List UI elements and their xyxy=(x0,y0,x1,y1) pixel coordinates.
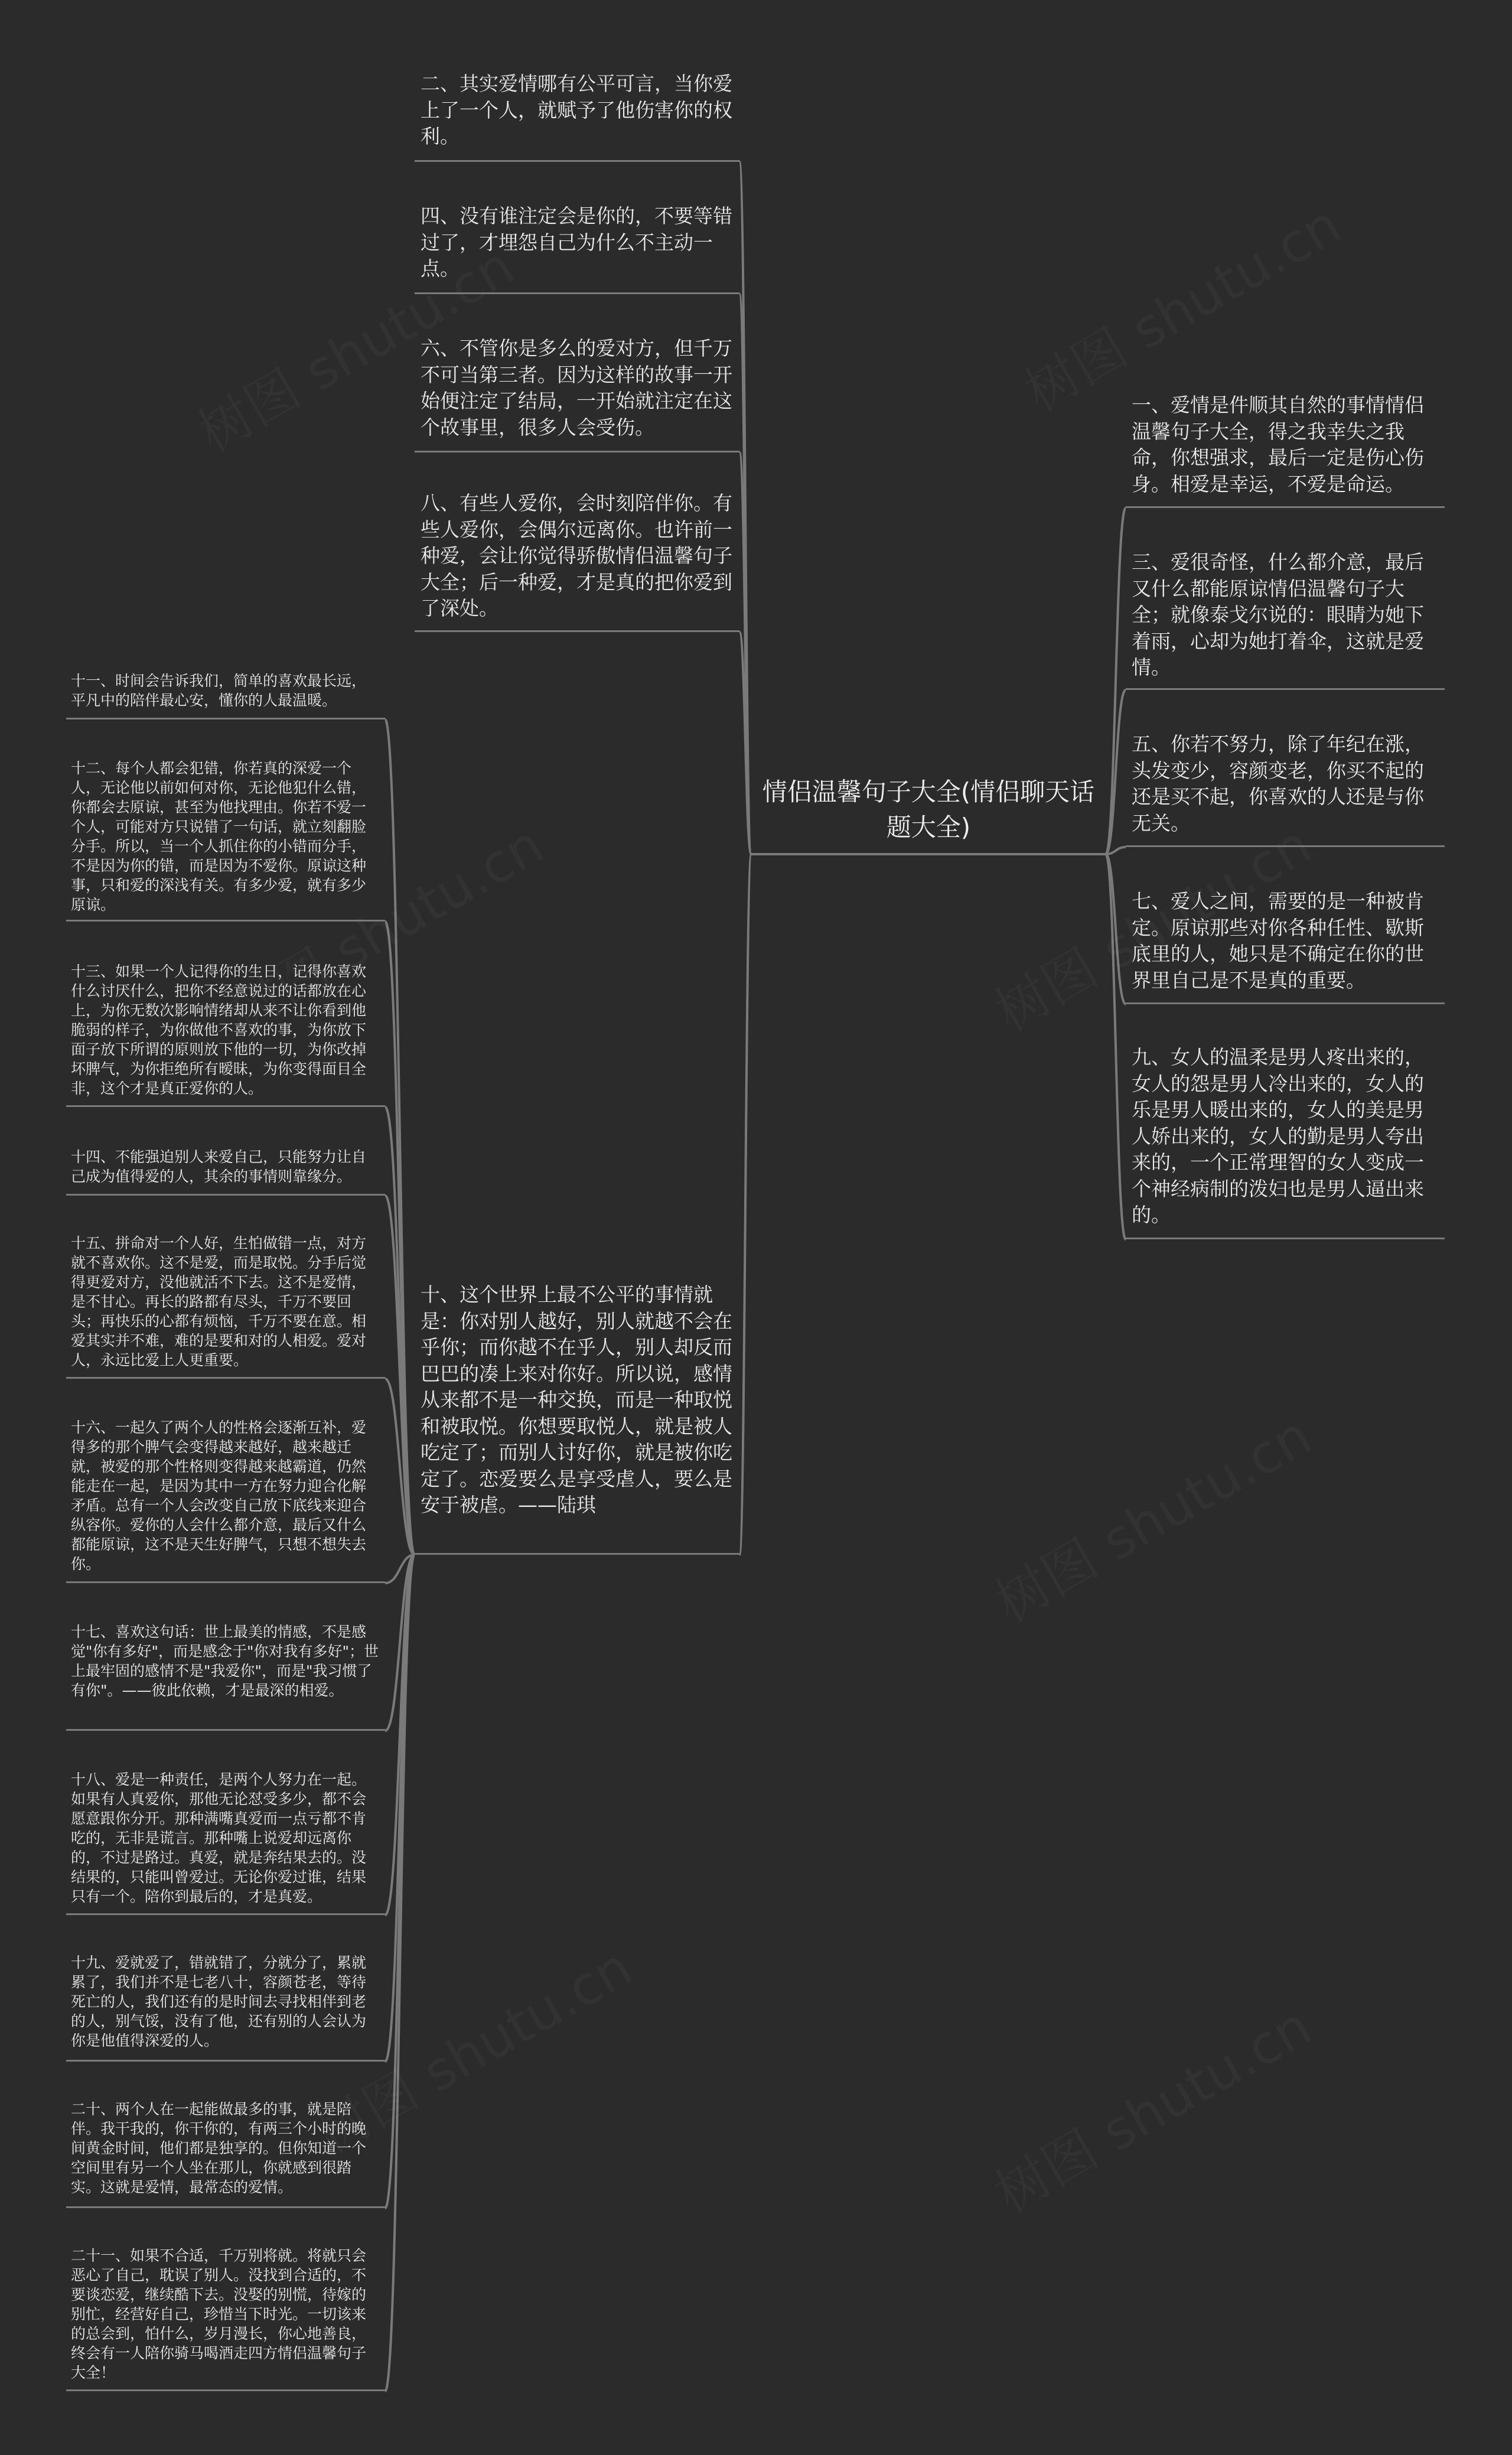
node-text: 十五、拼命对一个人好，生怕做错一点，对方就不喜欢你。这不是爱，而是取悦。分手后觉得更爱对方，没他就活不下去。这不是爱情，是不甘心。再长的路都有尽头，千万不要回头；再快乐的心都有烦恼，千万不要在意。相爱其实并不难，难的是要和对的人相爱。爱对人，永远比爱上人更重要。 xyxy=(71,1235,367,1369)
node-text: 一、爱情是件顺其自然的事情情侣温馨句子大全，得之我幸失之我命，你想强求，最后一定是伤心伤身。相爱是幸运，不爱是命运。 xyxy=(1132,393,1424,496)
connector-line xyxy=(385,1555,415,2391)
node-text: 八、有些人爱你，会时刻陪伴你。有些人爱你，会偶尔远离你。也许前一种爱，会让你觉得骄傲情侣温馨句子大全；后一种爱，才是真的把你爱到了深处。 xyxy=(421,491,732,620)
node-text: 四、没有谁注定会是你的，不要等错过了，才埋怨自己为什么不主动一点。 xyxy=(421,204,732,280)
node-text: 十三、如果一个人记得你的生日，记得你喜欢什么讨厌什么，把你不经意说过的话都放在心上，为你无数次影响情绪却从来不让你看到他脆弱的样子，为你做他不喜欢的事，为你放下面子放下所谓的原则放下他的一切，为你改掉坏脾气，为你拒绝所有暧昧，为你变得面目全非，这个才是真正爱你的人。 xyxy=(71,963,367,1097)
branch-node-left[interactable] xyxy=(415,336,739,452)
branch-node-right[interactable] xyxy=(1126,392,1445,508)
sub-node[interactable] xyxy=(66,1953,385,2062)
sub-node[interactable] xyxy=(66,962,385,1107)
node-text: 六、不管你是多么的爱对方，但千万不可当第三者。因为这样的故事一开始便注定了结局，一开始就注定在这个故事里，很多人会受伤。 xyxy=(421,337,732,439)
branch-node-left[interactable] xyxy=(415,490,739,632)
node-text: 十四、不能强迫别人来爱自己，只能努力让自己成为值得爱的人，其余的事情则靠缘分。 xyxy=(71,1148,367,1185)
sub-node[interactable] xyxy=(66,1233,385,1379)
branch-node-right[interactable] xyxy=(1126,1044,1445,1239)
node-text: 二、其实爱情哪有公平可言，当你爱上了一个人，就赋予了他伤害你的权利。 xyxy=(421,72,732,148)
branch-node-right[interactable] xyxy=(1126,549,1445,690)
connector-line xyxy=(739,854,751,1555)
node-text: 二十、两个人在一起能做最多的事，就是陪伴。我干我的，你干你的，有两三个小时的晚间黄金时间，他们都是独享的。但你知道一个空间里有另一个人坐在那儿，你就感到很踏实。这就是爱情，最常态的爱情。 xyxy=(71,2101,367,2196)
center-topic-text: 情侣温馨句子大全(情侣聊天话题大全) xyxy=(762,777,1095,842)
branch-node-right[interactable] xyxy=(1126,731,1445,847)
center-topic[interactable] xyxy=(751,766,1106,854)
node-text: 二十一、如果不合适，千万别将就。将就只会恶心了自己，耽误了别人。没找到合适的，不要谈恋爱，继续酷下去。没娶的别慌，待嫁的别忙，经营好自己，珍惜当下时光。一切该来的总会到，怕什么，岁月漫长，你心地善良，终会有一人陪你骑马喝酒走四方情侣温馨句子大全！ xyxy=(71,2247,367,2381)
node-text: 十一、时间会告诉我们，简单的喜欢最长远，平凡中的陪伴最心安，懂你的人最温暖。 xyxy=(71,672,367,709)
branch-node-left[interactable] xyxy=(415,71,739,162)
node-text: 十、这个世界上最不公平的事情就是：你对别人越好，别人就越不会在乎你；而你越不在乎人，别人却反而巴巴的凑上来对你好。所以说，感情从来都不是一种交换，而是一种取悦和被取悦。你想要取悦人，就是被人吃定了；而别人讨好你，就是被你吃定了。恋爱要么是享受虐人，要么是安于被虐。——陆琪 xyxy=(421,1283,732,1516)
branch-node-left-mid[interactable] xyxy=(415,1282,739,1555)
sub-node[interactable] xyxy=(66,1147,385,1196)
connector-line xyxy=(1106,854,1126,1239)
node-text: 七、爱人之间，需要的是一种被肯定。原谅那些对你各种任性、歇斯底里的人，她只是不确定在你的世界里自己是不是真的重要。 xyxy=(1132,890,1424,992)
node-text: 九、女人的温柔是男人疼出来的，女人的怨是男人冷出来的，女人的乐是男人暖出来的，女人的美是男人娇出来的，女人的勤是男人夸出来的，一个正常理智的女人变成一个神经病制的泼妇也是男人逼出来的。 xyxy=(1132,1046,1424,1226)
node-text: 十八、爱是一种责任，是两个人努力在一起。如果有人真爱你，那他无论怼受多少，都不会愿意跟你分开。那种满嘴真爱而一点亏都不肯吃的，无非是谎言。那种嘴上说爱却远离你的，不过是路过。真爱，就是奔结果去的。没结果的，只能叫曾爱过。无论你爱过谁，结果只有一个。陪你到最后的，才是真爱。 xyxy=(71,1771,367,1905)
branch-node-right[interactable] xyxy=(1126,888,1445,1004)
sub-node[interactable] xyxy=(66,758,385,922)
sub-node[interactable] xyxy=(66,2246,385,2391)
node-text: 三、爱很奇怪，什么都介意，最后又什么都能原谅情侣温馨句子大全；就像泰戈尔说的：眼睛为她下着雨，心却为她打着伞，这就是爱情。 xyxy=(1132,551,1424,679)
sub-node[interactable] xyxy=(66,1418,385,1583)
connector-line xyxy=(1106,508,1126,854)
node-text: 十七、喜欢这句话：世上最美的情感，不是感觉"你有多好"，而是感念于"你对我有多好"；世上最牢固的感情不是"我爱你"，而是"我习惯了有你"。——彼此依赖，才是最深的相爱。 xyxy=(71,1623,379,1699)
branch-node-left[interactable] xyxy=(415,203,739,294)
node-text: 五、你若不努力，除了年纪在涨，头发变少，容颜变老，你买不起的还是买不起，你喜欢的人还是与你无关。 xyxy=(1132,732,1424,835)
node-text: 十九、爱就爱了，错就错了，分就分了，累就累了，我们并不是七老八十，容颜苍老，等待死亡的人，我们还有的是时间去寻找相伴到老的人，别气馁，没有了他，还有别的人会认为你是他值得深爱的人。 xyxy=(71,1954,367,2049)
node-text: 十六、一起久了两个人的性格会逐渐互补，爱得多的那个脾气会变得越来越好，越来越迁就，被爱的那个性格则变得越来越霸道，仍然能走在一起，是因为其中一方在努力迎合化解矛盾。总有一个人会改变自己放下底线来迎合纵容你。爱你的人会什么都介意，最后又什么都能原谅，这不是天生好脾气，只想不想失去你。 xyxy=(71,1419,367,1572)
sub-node[interactable] xyxy=(66,2099,385,2208)
sub-node[interactable] xyxy=(66,1770,385,1915)
sub-node[interactable] xyxy=(66,671,385,719)
connector-line xyxy=(385,719,415,1555)
node-text: 十二、每个人都会犯错，你若真的深爱一个人，无论他以前如何对你，无论他犯什么错，你都会去原谅，甚至为他找理由。你若不爱一个人，可能对方只说错了一句话，就立刻翻脸分手。所以，当一个人抓住你的小错而分手，不是因为你的错，而是因为不爱你。原谅这种事，只和爱的深浅有关。有多少爱，就有多少原谅。 xyxy=(71,760,367,913)
sub-node[interactable] xyxy=(66,1622,385,1731)
